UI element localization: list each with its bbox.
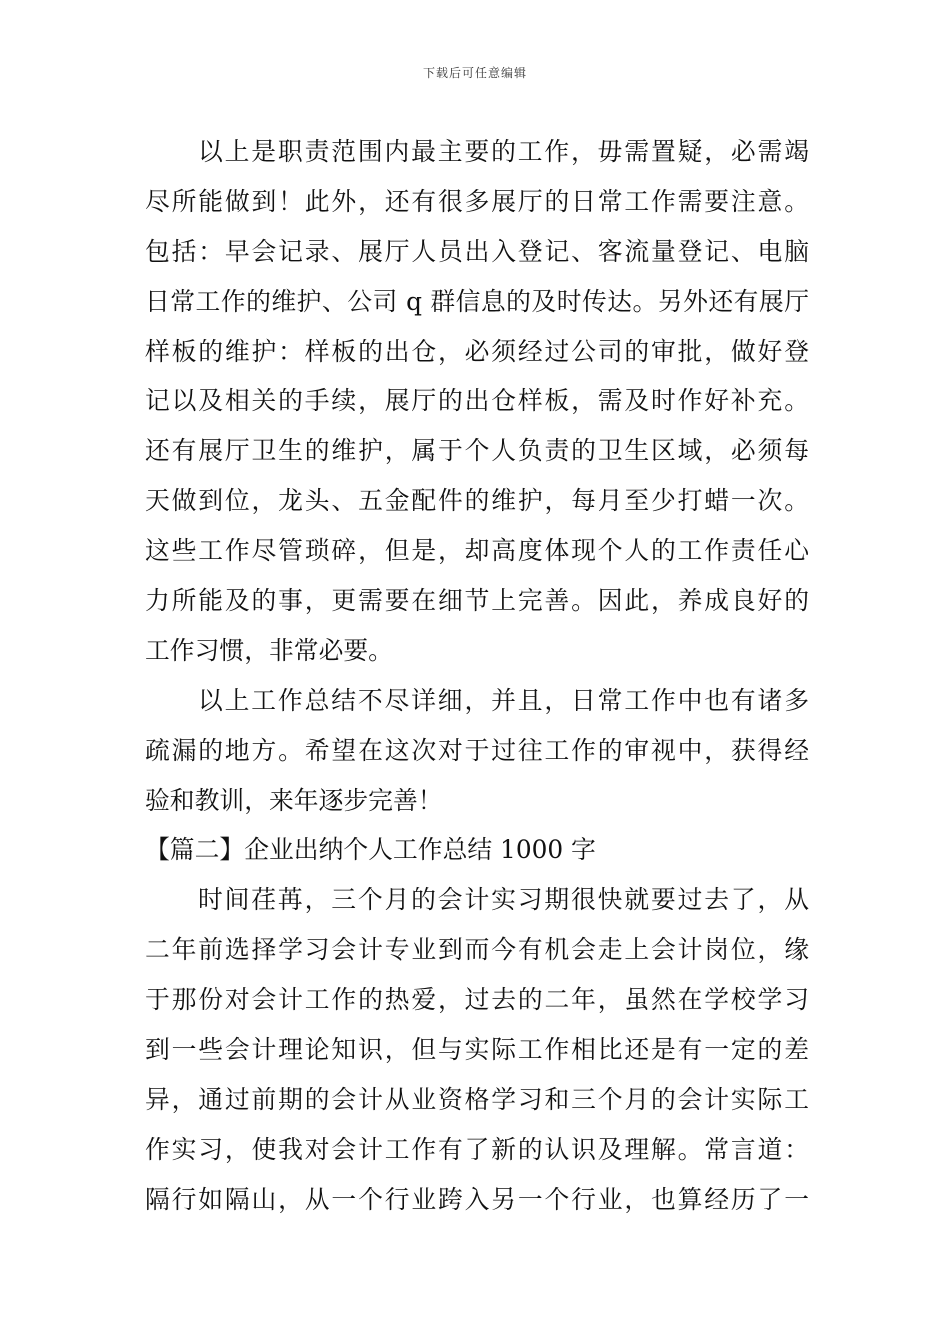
text-line: 以上工作总结不尽详细，并且，日常工作中也有诸多 xyxy=(198,685,809,715)
text-line: 二年前选择学习会计专业到而今有机会走上会计岗位，缘 xyxy=(145,935,809,965)
text-line: 样板的维护：样板的出仓，必须经过公司的审批，做好登 xyxy=(145,336,809,366)
text-line: 尽所能做到！此外，还有很多展厅的日常工作需要注意。 xyxy=(145,186,809,216)
text-line: 天做到位，龙头、五金配件的维护，每月至少打蜡一次。 xyxy=(145,486,809,516)
document-body xyxy=(145,127,809,1225)
text-line: 到一些会计理论知识，但与实际工作相比还是有一定的差 xyxy=(145,1035,809,1065)
text-line: 时间荏苒，三个月的会计实习期很快就要过去了，从 xyxy=(198,885,809,915)
text-line: 于那份对会计工作的热爱，过去的二年，虽然在学校学习 xyxy=(145,985,809,1015)
text-line: 验和教训，来年逐步完善！ xyxy=(145,785,443,815)
text-line: 以上是职责范围内最主要的工作，毋需置疑，必需竭 xyxy=(198,137,809,166)
page-header: 下载后可任意编辑 xyxy=(422,66,527,80)
text-line: 异，通过前期的会计从业资格学习和三个月的会计实际工 xyxy=(145,1084,809,1114)
text-line: 日常工作的维护、公司 q 群信息的及时传达。另外还有展厅 xyxy=(145,286,809,316)
text-line: 记以及相关的手续，展厅的出仓样板，需及时作好补充。 xyxy=(145,386,809,416)
text-line: 还有展厅卫生的维护，属于个人负责的卫生区域，必须每 xyxy=(145,436,809,466)
text-line: 【篇二】企业出纳个人工作总结 1000 字 xyxy=(145,835,596,865)
text-line: 力所能及的事，更需要在细节上完善。因此，养成良好的 xyxy=(145,586,809,616)
text-line: 作实习，使我对会计工作有了新的认识及理解。常言道： xyxy=(145,1134,809,1164)
text-line: 隔行如隔山，从一个行业跨入另一个行业，也算经历了一 xyxy=(145,1184,809,1214)
text-line: 疏漏的地方。希望在这次对于过往工作的审视中，获得经 xyxy=(145,735,809,765)
text-line: 包括：早会记录、展厅人员出入登记、客流量登记、电脑 xyxy=(145,236,809,266)
text-line: 这些工作尽管琐碎，但是，却高度体现个人的工作责任心 xyxy=(145,536,809,566)
text-line: 工作习惯，非常必要。 xyxy=(145,635,393,665)
